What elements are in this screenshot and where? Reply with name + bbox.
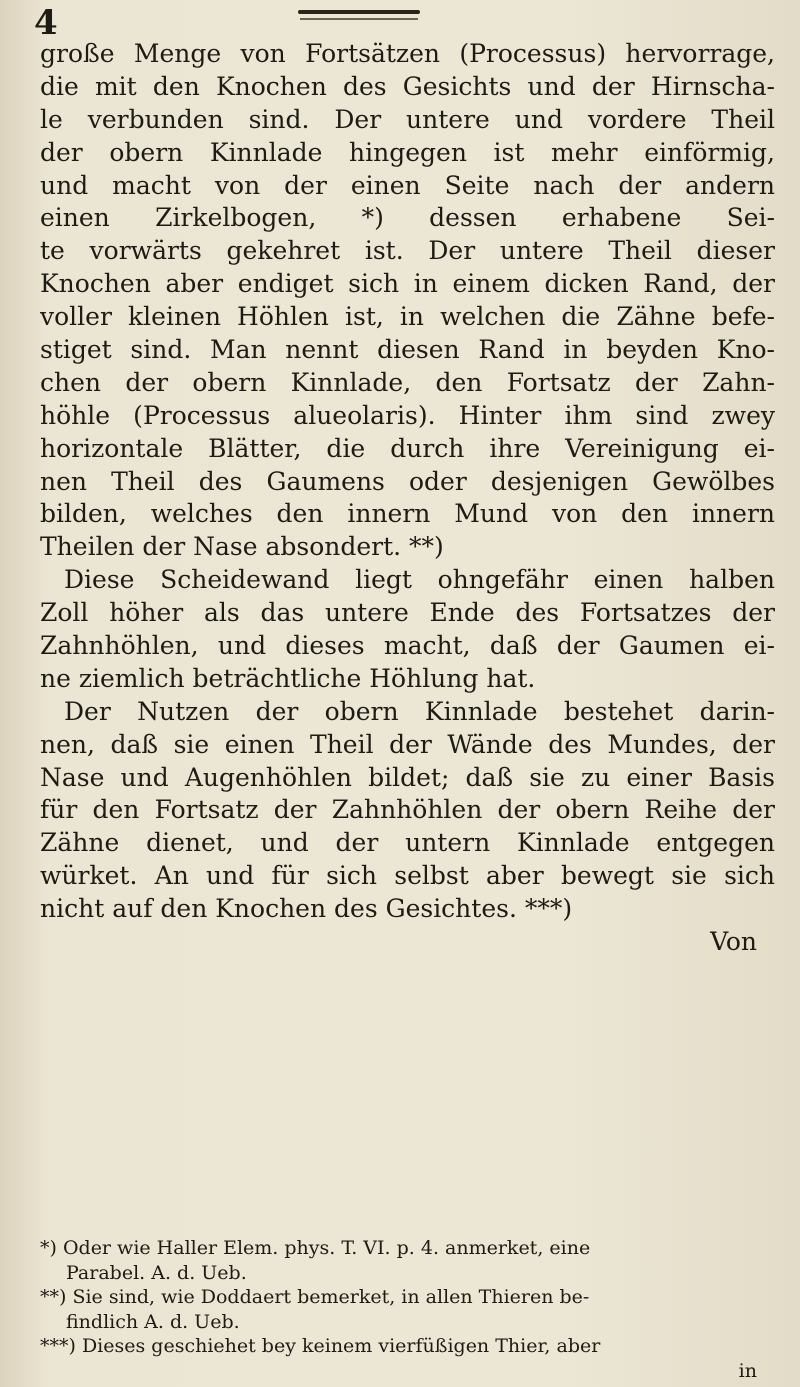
main-text (40, 38, 775, 959)
footnote-catchword: in (738, 1359, 757, 1382)
text-line: Zoll höher als das untere Ende des Fortsatzes der (40, 598, 775, 628)
text-line: Knochen aber endiget sich in einem dicken Rand, der (40, 269, 775, 299)
text-line: nen Theil des Gaumens oder desjenigen Gewölbes (40, 466, 775, 496)
text-line: chen der obern Kinnlade, den Fortsatz der Zahn- (40, 367, 775, 397)
text-line: voller kleinen Höhlen ist, in welchen die Zähne befe- (40, 302, 775, 332)
text-line: nicht auf den Knochen des Gesichtes. ***) (40, 894, 573, 924)
header-rule-thin (300, 18, 418, 20)
text-line: Zähne dienet, und der untern Kinnlade entgegen (40, 828, 775, 858)
text-line: der obern Kinnlade hingegen ist mehr einförmig, (40, 137, 775, 167)
text-line: und macht von der einen Seite nach der andern (40, 170, 775, 200)
text-line: le verbunden sind. Der untere und vordere Theil (40, 104, 775, 134)
footnote-line: ***) Dieses geschiehet bey keinem vierfüßigen Thier, aber (40, 1335, 601, 1357)
footnote-line: *) Oder wie Haller Elem. phys. T. VI. p. 4. anmerket, eine (40, 1237, 591, 1259)
text-line: bilden, welches den innern Mund von den innern (40, 499, 775, 529)
text-line: höhle (Processus alueolaris). Hinter ihm sind zwey (40, 400, 775, 430)
text-line: nen, daß sie einen Theil der Wände des Mundes, der (40, 729, 775, 759)
text-line: die mit den Knochen des Gesichts und der Hirnscha- (40, 71, 775, 101)
text-line: würket. An und für sich selbst aber bewegt sie sich (40, 861, 775, 891)
text-line: für den Fortsatz der Zahnhöhlen der obern Reihe der (40, 795, 775, 825)
header-rule (298, 10, 420, 14)
text-line: Diese Scheidewand liegt ohngefähr einen halben (64, 565, 775, 595)
text-line: Nase und Augenhöhlen bildet; daß sie zu einer Basis (40, 762, 775, 792)
text-line: te vorwärts gekehret ist. Der untere Theil dieser (40, 236, 775, 266)
footnote-line: **) Sie sind, wie Doddaert bemerket, in allen Thieren be- (40, 1286, 590, 1308)
text-line: große Menge von Fortsätzen (Processus) hervorrage, (40, 39, 775, 68)
text-line: einen Zirkelbogen, *) dessen erhabene Sei- (40, 203, 775, 233)
footnote-line: findlich A. d. Ueb. (66, 1310, 240, 1333)
footnote-line: Parabel. A. d. Ueb. (66, 1261, 247, 1284)
text-line: Theilen der Nase absondert. **) (40, 532, 444, 562)
catchword: Von (710, 927, 757, 957)
text-line: Zahnhöhlen, und dieses macht, daß der Gaumen ei- (40, 631, 775, 661)
text-line: ne ziemlich beträchtliche Höhlung hat. (40, 663, 536, 693)
page-number: 4 (34, 3, 58, 43)
text-line: horizontale Blätter, die durch ihre Vereinigung ei- (40, 433, 775, 463)
text-line: Der Nutzen der obern Kinnlade bestehet darin- (64, 696, 775, 726)
footnotes (40, 1236, 775, 1383)
text-line: stiget sind. Man nennt diesen Rand in beyden Kno- (40, 335, 775, 365)
